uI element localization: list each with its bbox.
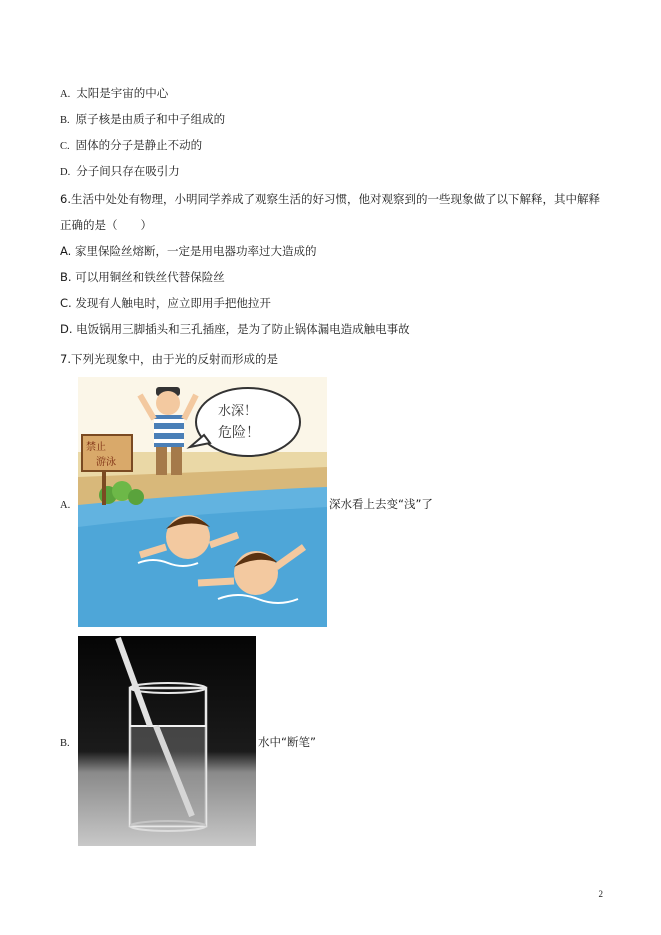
option-b: B. 原子核是由质子和中子组成的 bbox=[60, 112, 226, 126]
option-a: A. 太阳是宇宙的中心 bbox=[60, 86, 169, 100]
option-c: C. 固体的分子是静止不动的 bbox=[60, 138, 203, 152]
q7-stem: 7.下列光现象中，由于光的反射而形成的是 bbox=[60, 352, 278, 366]
q6-option-b: B. 可以用铜丝和铁丝代替保险丝 bbox=[60, 270, 225, 284]
swimming-illustration bbox=[78, 377, 327, 627]
option-d: D. 分子间只存在吸引力 bbox=[60, 164, 180, 178]
q6-option-c: C. 发现有人触电时，应立即用手把他拉开 bbox=[60, 296, 271, 310]
q7-option-a-letter: A. bbox=[60, 500, 71, 511]
q6-option-d: D. 电饭锅用三脚插头和三孔插座，是为了防止锅体漏电造成触电事故 bbox=[60, 322, 410, 336]
sign-line2: 游泳 bbox=[96, 457, 116, 468]
q6-stem-line1: 6.生活中处处有物理，小明同学养成了观察生活的好习惯，他对观察到的一些现象做了以下解释，其中解释 bbox=[60, 192, 600, 206]
q7-option-a-caption: 深水看上去变“浅”了 bbox=[329, 497, 433, 511]
sign-line1: 禁止 bbox=[86, 442, 106, 453]
swimming-illustration-svg bbox=[78, 377, 327, 627]
q7-option-b-letter: B. bbox=[60, 738, 70, 749]
q7-option-b-caption: 水中“断笔” bbox=[258, 735, 316, 749]
bubble-line1: 水深！ bbox=[218, 404, 258, 419]
q6-option-a: A. 家里保险丝熔断，一定是用电器功率过大造成的 bbox=[60, 244, 317, 258]
broken-pencil-photo bbox=[78, 636, 256, 846]
page-number: 2 bbox=[598, 889, 603, 899]
broken-pencil-photo-svg bbox=[78, 636, 256, 846]
q6-stem-line2: 正确的是（ ） bbox=[60, 218, 152, 232]
bubble-line2: 危险！ bbox=[218, 425, 260, 441]
